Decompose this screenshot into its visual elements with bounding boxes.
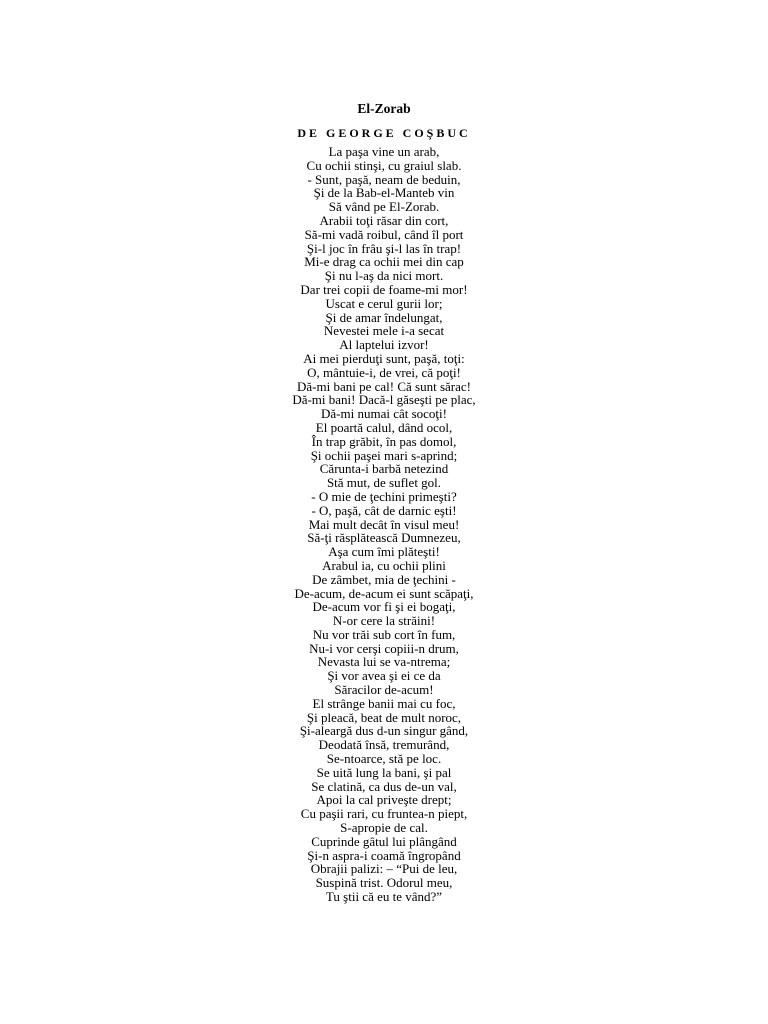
- poem-line: S-apropie de cal.: [340, 820, 428, 836]
- poem-line: Se-ntoarce, stă pe loc.: [326, 751, 442, 767]
- poem-line: Dar trei copii de foame-mi mor!: [300, 281, 468, 297]
- poem-line: Al laptelui izvor!: [339, 337, 429, 353]
- poem-line: De-acum vor fi şi ei bogaţi,: [312, 599, 456, 615]
- poem-line: El strânge banii mai cu foc,: [312, 695, 456, 711]
- poem-line: Şi-l joc în frâu şi-l las în trap!: [306, 240, 462, 256]
- poem-line: Şi ochii paşei mari s-aprind;: [310, 447, 458, 463]
- poem-line: O, mântuie-i, de vrei, că poţi!: [307, 364, 461, 380]
- poem-line: Dă-mi numai cât socoţi!: [321, 406, 447, 422]
- poem-line: N-or cere la străini!: [332, 613, 436, 629]
- poem-line: Dă-mi bani! Dacă-l găseşti pe plac,: [292, 392, 476, 408]
- poem-line: Mai mult decât în visul meu!: [308, 516, 460, 532]
- poem-line: Ai mei pierduţi sunt, paşă, toţi:: [303, 350, 465, 366]
- poem-line: Săracilor de-acum!: [334, 682, 434, 698]
- poem-line: Şi pleacă, beat de mult noroc,: [306, 709, 462, 725]
- poem-line: Nu-i vor cerşi copiii-n drum,: [309, 640, 459, 656]
- poem-line: El poartă calul, dând ocol,: [315, 419, 453, 435]
- poem-line: Cuprinde gâtul lui plângând: [311, 833, 457, 849]
- poem-line: La paşa vine un arab,: [328, 144, 440, 159]
- poem-line: Tu ştii că eu te vând?”: [325, 889, 443, 905]
- poem-line: Să vând pe El-Zorab.: [328, 199, 440, 215]
- poem-line: În trap grăbit, în pas domol,: [311, 433, 457, 449]
- poem-line: Stă mut, de suflet gol.: [326, 475, 442, 491]
- poem-line: Uscat e cerul gurii lor;: [325, 295, 443, 311]
- poem-line: Să-ţi răsplătească Dumnezeu,: [307, 530, 461, 546]
- poem-line: - O mie de ţechini primeşti?: [311, 488, 457, 504]
- poem-line: - O, paşă, cât de darnic eşti!: [311, 502, 457, 518]
- poem-line: Şi de amar îndelungat,: [325, 309, 443, 325]
- poem-line: Mi-e drag ca ochii mei din cap: [304, 254, 464, 270]
- poem-line: Arabii toţi răsar din cort,: [319, 212, 449, 228]
- poem-body: [0, 145, 768, 904]
- poem-line: Cu ochii stinşi, cu graiul slab.: [306, 157, 462, 173]
- poem-line: Apoi la cal priveşte drept;: [316, 792, 452, 808]
- poem-line: Nevestei mele i-a secat: [323, 323, 445, 339]
- poem-title: El-Zorab: [357, 101, 411, 116]
- poem-line: De zâmbet, mia de ţechini -: [312, 571, 456, 587]
- poem-line: Nu vor trăi sub cort în fum,: [312, 626, 456, 642]
- poem-line: Şi de la Bab-el-Manteb vin: [313, 185, 455, 201]
- poem-line: Nevasta lui se va-ntrema;: [317, 654, 451, 670]
- poem-line: Şi-n aspra-i coamă îngropând: [307, 847, 461, 863]
- poem-line: Cărunta-i barbă netezind: [319, 461, 449, 477]
- poem-line: Deodată însă, tremurând,: [318, 737, 450, 753]
- poem-line: Cu paşii rari, cu fruntea-n piept,: [300, 806, 468, 822]
- poem-line: Şi vor avea şi ei ce da: [327, 668, 441, 684]
- poem-line: - Sunt, paşă, neam de beduin,: [307, 171, 461, 187]
- poem-line: Să-mi vadă roibul, când îl port: [304, 226, 464, 242]
- poem-line: Suspină trist. Odorul meu,: [315, 875, 453, 891]
- poem-author: DE GEORGE COŞBUC: [297, 126, 471, 140]
- poem-line: Se uită lung la bani, şi pal: [316, 764, 452, 780]
- poem-line: De-acum, de-acum ei sunt scăpaţi,: [294, 585, 474, 601]
- poem-line: Aşa cum îmi plăteşti!: [328, 544, 440, 560]
- poem-line: Dă-mi bani pe cal! Că sunt sărac!: [297, 378, 471, 394]
- poem-line: Şi-aleargă dus d-un singur gând,: [299, 723, 469, 739]
- poem-line: Se clatină, ca dus de-un val,: [311, 778, 457, 794]
- poem-line: Şi nu l-aş da nici mort.: [324, 268, 444, 284]
- poem-line: Arabul ia, cu ochii plini: [322, 557, 446, 573]
- poem-line: Obrajii palizi: – “Pui de leu,: [310, 861, 458, 877]
